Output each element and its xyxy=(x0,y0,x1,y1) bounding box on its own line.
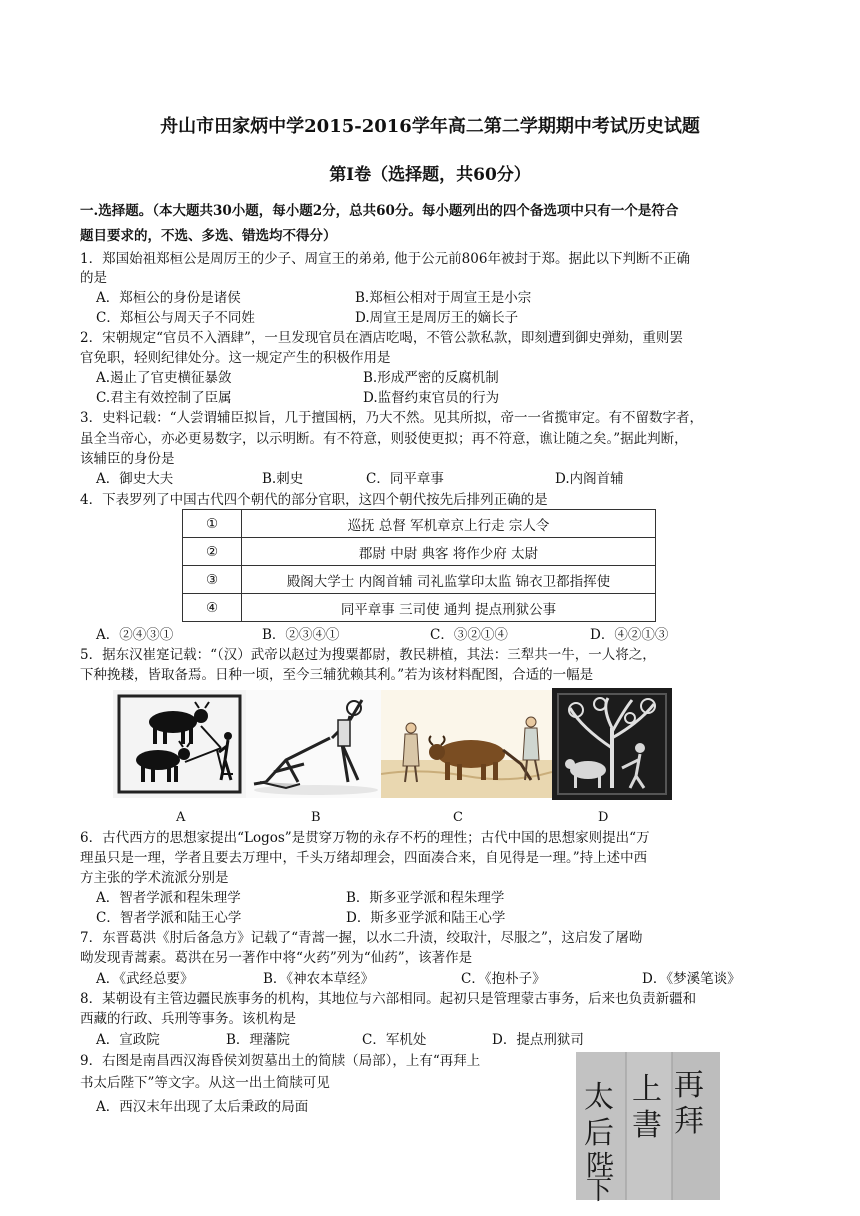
q3-stem-line1: 3．史料记载：“人尝谓辅臣拟旨，几于擅国柄，乃大不然。见其所拟，帝一一省揽审定。有不留数字者， xyxy=(80,410,703,426)
table-cell-num: ③ xyxy=(183,566,242,594)
slip-char: 陛 xyxy=(586,1149,615,1182)
q2-stem-line2: 官免职，轻则纪律处分。这一规定产生的积极作用是 xyxy=(80,350,391,366)
q4-option-c: C．③②①④ xyxy=(430,627,508,643)
slip-char: 拜 xyxy=(674,1104,704,1139)
q2-option-d: D.监督约束官员的行为 xyxy=(363,390,500,406)
q1-option-b: B.郑桓公相对于周宣王是小宗 xyxy=(355,290,532,306)
q3-option-c: C．同平章事 xyxy=(366,471,444,487)
table-cell-num: ① xyxy=(183,510,242,538)
q7-stem-line1: 7．东晋葛洪《肘后备急方》记载了“青蒿一握，以水二升渍，绞取汁，尽服之”，这启发了屠呦 xyxy=(80,930,643,946)
picture-label-d: D xyxy=(598,810,609,825)
q6-stem-line3: 方主张的学术流派分别是 xyxy=(80,870,229,886)
q8-stem-line1: 8．某朝设有主管边疆民族事务的机构，其地位与六部相同。起初只是管理蒙古事务，后来也负责新疆和 xyxy=(80,991,697,1007)
officials-table xyxy=(182,509,656,622)
picture-b-man-plough xyxy=(246,690,381,798)
q2-option-b: B.形成严密的反腐机制 xyxy=(363,370,499,386)
slip-char: 書 xyxy=(632,1108,662,1143)
section-header-line1: 一.选择题。（本大题共30小题，每小题2分，总共60分。每小题列出的四个备选项中只有一个是符合 xyxy=(80,203,679,219)
q8-option-b: B．理藩院 xyxy=(226,1032,290,1048)
picture-d-stone-rubbing xyxy=(552,688,672,800)
q7-option-b: B．《神农本草经》 xyxy=(263,971,375,987)
q9-option-a: A．西汉末年出现了太后秉政的局面 xyxy=(96,1099,309,1115)
q8-option-d: D．提点刑狱司 xyxy=(492,1032,584,1048)
slip-char: 上 xyxy=(632,1072,662,1107)
q9-stem-line1: 9．右图是南昌西汉海昏侯刘贺墓出土的简牍（局部），上有“再拜上 xyxy=(80,1053,481,1069)
section-subtitle: 第Ⅰ卷（选择题，共60分） xyxy=(329,165,531,185)
q1-stem-line1: 1．郑国始祖郑桓公是周厉王的少子、周宣王的弟弟, 他于公元前806年被封于郑。据此以下判断不正确 xyxy=(80,251,690,267)
q9-stem-line2: 书太后陛下”等文字。从这一出土简牍可见 xyxy=(80,1075,330,1091)
q7-option-d: D．《梦溪笔谈》 xyxy=(642,971,741,987)
q5-stem-line1: 5．据东汉崔寔记载：“（汉）武帝以赵过为搜粟都尉，教民耕植，其法：三犁共一牛，一人将之， xyxy=(80,647,656,663)
q1-option-d: D.周宣王是周厉王的嫡长子 xyxy=(355,310,519,326)
picture-label-a: A xyxy=(176,810,186,825)
picture-label-c: C xyxy=(453,810,463,825)
q6-option-b: B．斯多亚学派和程朱理学 xyxy=(346,890,505,906)
table-row xyxy=(183,538,656,566)
bamboo-slip-picture xyxy=(576,1052,720,1206)
q6-option-c: C．智者学派和陆王心学 xyxy=(96,910,242,926)
section-header-line2: 题目要求的，不选、多选、错选均不得分） xyxy=(80,228,337,244)
table-cell-text: 巡抚 总督 军机章京上行走 宗人令 xyxy=(242,510,656,538)
q3-stem-line3: 该辅臣的身份是 xyxy=(80,451,175,467)
q1-stem-line2: 的是 xyxy=(80,270,107,286)
table-cell-num: ④ xyxy=(183,594,242,622)
q7-option-a: A．《武经总要》 xyxy=(96,971,194,987)
table-row xyxy=(183,510,656,538)
q8-option-c: C．军机处 xyxy=(362,1032,427,1048)
table-cell-text: 同平章事 三司使 通判 提点刑狱公事 xyxy=(242,594,656,622)
q4-option-a: A．②④③① xyxy=(96,627,174,643)
q2-stem-line1: 2．宋朝规定“官员不入酒肆”，一旦发现官员在酒店吃喝，不管公款私款，即刻遭到御史弹劾，重则罢 xyxy=(80,330,683,346)
q7-stem-line2: 呦发现青蒿素。葛洪在另一著作中将“火药”列为“仙药”，该著作是 xyxy=(80,950,473,966)
q2-option-a: A.遏止了官吏横征暴敛 xyxy=(96,370,232,386)
picture-a-oxen-woodcut xyxy=(113,690,246,798)
q6-option-a: A．智者学派和程朱理学 xyxy=(96,890,241,906)
table-cell-text: 殿阁大学士 内阁首辅 司礼监掌印太监 锦衣卫都指挥使 xyxy=(242,566,656,594)
picture-c-painted-ox-ploughing xyxy=(381,690,552,798)
q8-option-a: A．宣政院 xyxy=(96,1032,160,1048)
q1-option-c: C．郑桓公与周天子不同姓 xyxy=(96,310,255,326)
slip-char: 下 xyxy=(586,1176,613,1206)
table-cell-text: 郡尉 中尉 典客 将作少府 太尉 xyxy=(242,538,656,566)
q3-option-d: D.内阁首辅 xyxy=(555,471,624,487)
q1-option-a: A．郑桓公的身份是诸侯 xyxy=(96,290,241,306)
q4-option-d: D．④②①③ xyxy=(590,627,669,643)
q2-option-c: C.君主有效控制了臣属 xyxy=(96,390,232,406)
q3-option-a: A．御史大夫 xyxy=(96,471,174,487)
table-cell-num: ② xyxy=(183,538,242,566)
slip-char: 太 xyxy=(584,1080,614,1115)
q7-option-c: C．《抱朴子》 xyxy=(461,971,546,987)
q6-stem-line2: 理虽只是一理，学者且要去万理中，千头万绪却理会，四面凑合来，自见得是一理。”持上述中西 xyxy=(80,850,648,866)
q6-stem-line1: 6．古代西方的思想家提出“Logos”是贯穿万物的永存不朽的理性；古代中国的思想家则提出“万 xyxy=(80,830,650,846)
q3-stem-line2: 虽全当帝心，亦必更易数字，以示明断。有不符意，则驳使更拟；再不符意，谯让随之矣。”据此判断， xyxy=(80,431,688,447)
q6-option-d: D．斯多亚学派和陆王心学 xyxy=(346,910,506,926)
q8-stem-line2: 西藏的行政、兵刑等事务。该机构是 xyxy=(80,1011,296,1027)
page-title: 舟山市田家炳中学2015-2016学年高二第二学期期中考试历史试题 xyxy=(160,116,700,137)
slip-char: 后 xyxy=(584,1116,614,1151)
q3-option-b: B.刺史 xyxy=(262,471,304,487)
q4-stem: 4．下表罗列了中国古代四个朝代的部分官职，这四个朝代按先后排列正确的是 xyxy=(80,492,548,508)
q4-option-b: B．②③④① xyxy=(262,627,340,643)
slip-char: 再 xyxy=(674,1068,704,1103)
picture-label-b: B xyxy=(311,810,321,825)
q5-stem-line2: 下种挽耧，皆取备焉。日种一顷，至今三辅犹赖其利。”若为该材料配图，合适的一幅是 xyxy=(80,667,594,683)
table-row xyxy=(183,594,656,622)
table-row xyxy=(183,566,656,594)
